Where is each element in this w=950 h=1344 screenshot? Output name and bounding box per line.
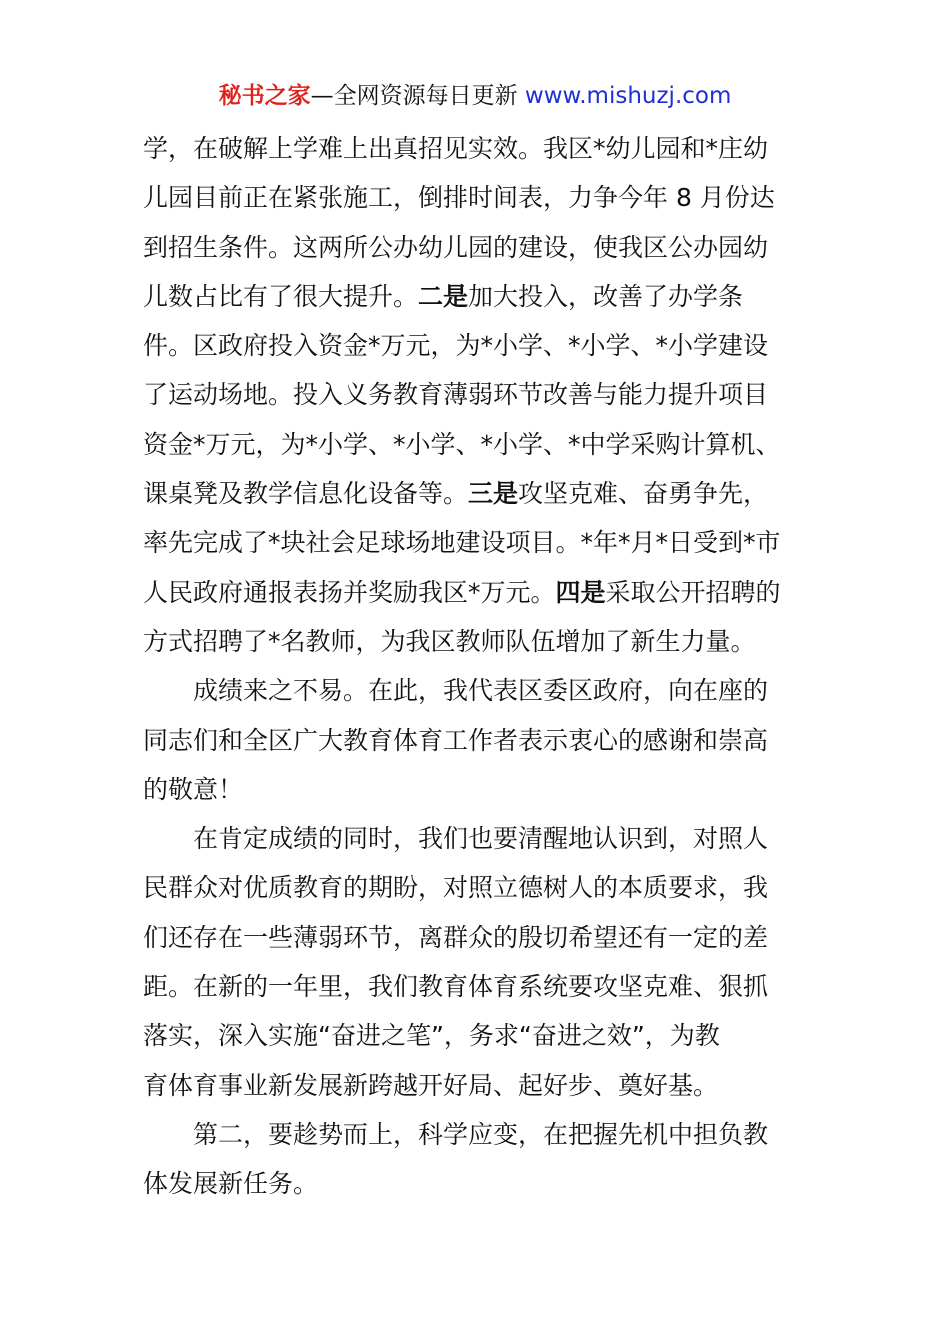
text-line xyxy=(143,863,809,912)
text-line xyxy=(143,272,809,321)
text-segment: 成绩来之不易。在此，我代表区委区政府，向在座的 xyxy=(193,676,769,706)
text-line xyxy=(143,1061,809,1110)
text-segment: 方式招聘了*名教师，为我区教师队伍增加了新生力量。 xyxy=(143,626,756,656)
text-line xyxy=(143,765,809,814)
text-segment: 儿数占比有了很大提升。 xyxy=(143,281,419,311)
text-segment: 在肯定成绩的同时，我们也要清醒地认识到，对照人 xyxy=(193,824,769,854)
text-line xyxy=(143,716,809,765)
text-segment: 件。区政府投入资金*万元，为*小学、*小学、*小学建设 xyxy=(143,331,769,361)
text-segment: 儿园目前正在紧张施工，倒排时间表，力争今年 8 月份达 xyxy=(143,183,775,213)
text-segment: 学，在破解上学难上出真招见实效。我区*幼儿园和*庄幼 xyxy=(143,134,769,163)
text-segment: 采取公开招聘的 xyxy=(605,577,781,607)
text-segment: 体发展新任务。 xyxy=(143,1169,319,1199)
text-segment: 加大投入，改善了办学条 xyxy=(468,281,744,311)
text-segment: 育体育事业新发展新跨越开好局、起好步、奠好基。 xyxy=(143,1070,719,1100)
text-segment: 同志们和全区广大教育体育工作者表示衷心的感谢和崇高 xyxy=(143,725,769,755)
text-line xyxy=(143,1159,809,1208)
text-segment: 课桌凳及教学信息化设备等。 xyxy=(143,479,469,509)
text-segment: 民群众对优质教育的期盼，对照立德树人的本质要求，我 xyxy=(143,873,769,903)
text-segment: 的敬意！ xyxy=(143,774,244,804)
text-segment: 了运动场地。投入义务教育薄弱环节改善与能力提升项目 xyxy=(143,380,769,410)
text-line xyxy=(143,814,809,863)
text-segment: 人民政府通报表扬并奖励我区*万元。 xyxy=(143,577,556,607)
text-segment: 落实，深入实施“奋进之笔”，务求“奋进之效”，为教 xyxy=(143,1021,720,1051)
text-segment: 攻坚克难、奋勇争先， xyxy=(518,479,769,509)
text-line xyxy=(143,962,809,1011)
text-line xyxy=(143,666,809,715)
site-url-link[interactable]: www.mishuzj.com xyxy=(524,83,732,109)
text-line xyxy=(143,617,809,666)
text-segment: 到招生条件。这两所公办幼儿园的建设，使我区公办园幼 xyxy=(143,232,769,262)
page-header xyxy=(0,80,950,112)
document-body xyxy=(143,124,809,1209)
text-line xyxy=(143,420,809,469)
text-line xyxy=(143,469,809,518)
text-line xyxy=(143,124,809,173)
bold-keyword: 四是 xyxy=(555,577,606,607)
text-segment: 资金*万元，为*小学、*小学、*小学、*中学采购计算机、 xyxy=(143,429,781,459)
text-line xyxy=(143,913,809,962)
text-segment: 们还存在一些薄弱环节，离群众的殷切希望还有一定的差 xyxy=(143,922,769,952)
text-segment: 第二，要趁势而上，科学应变，在把握先机中担负教 xyxy=(193,1119,769,1149)
text-line xyxy=(143,223,809,272)
text-line xyxy=(143,321,809,370)
header-tagline: —全网资源每日更新 xyxy=(310,83,518,109)
text-line xyxy=(143,370,809,419)
bold-keyword: 二是 xyxy=(418,281,469,311)
text-line xyxy=(143,1011,809,1060)
text-line xyxy=(143,1110,809,1159)
text-line xyxy=(143,568,809,617)
brand-name: 秘书之家 xyxy=(218,83,311,109)
text-segment: 率先完成了*块社会足球场地建设项目。*年*月*日受到*市 xyxy=(143,528,781,558)
text-segment: 距。在新的一年里，我们教育体育系统要攻坚克难、狠抓 xyxy=(143,972,769,1002)
text-line xyxy=(143,518,809,567)
text-line xyxy=(143,173,809,222)
bold-keyword: 三是 xyxy=(468,479,519,509)
